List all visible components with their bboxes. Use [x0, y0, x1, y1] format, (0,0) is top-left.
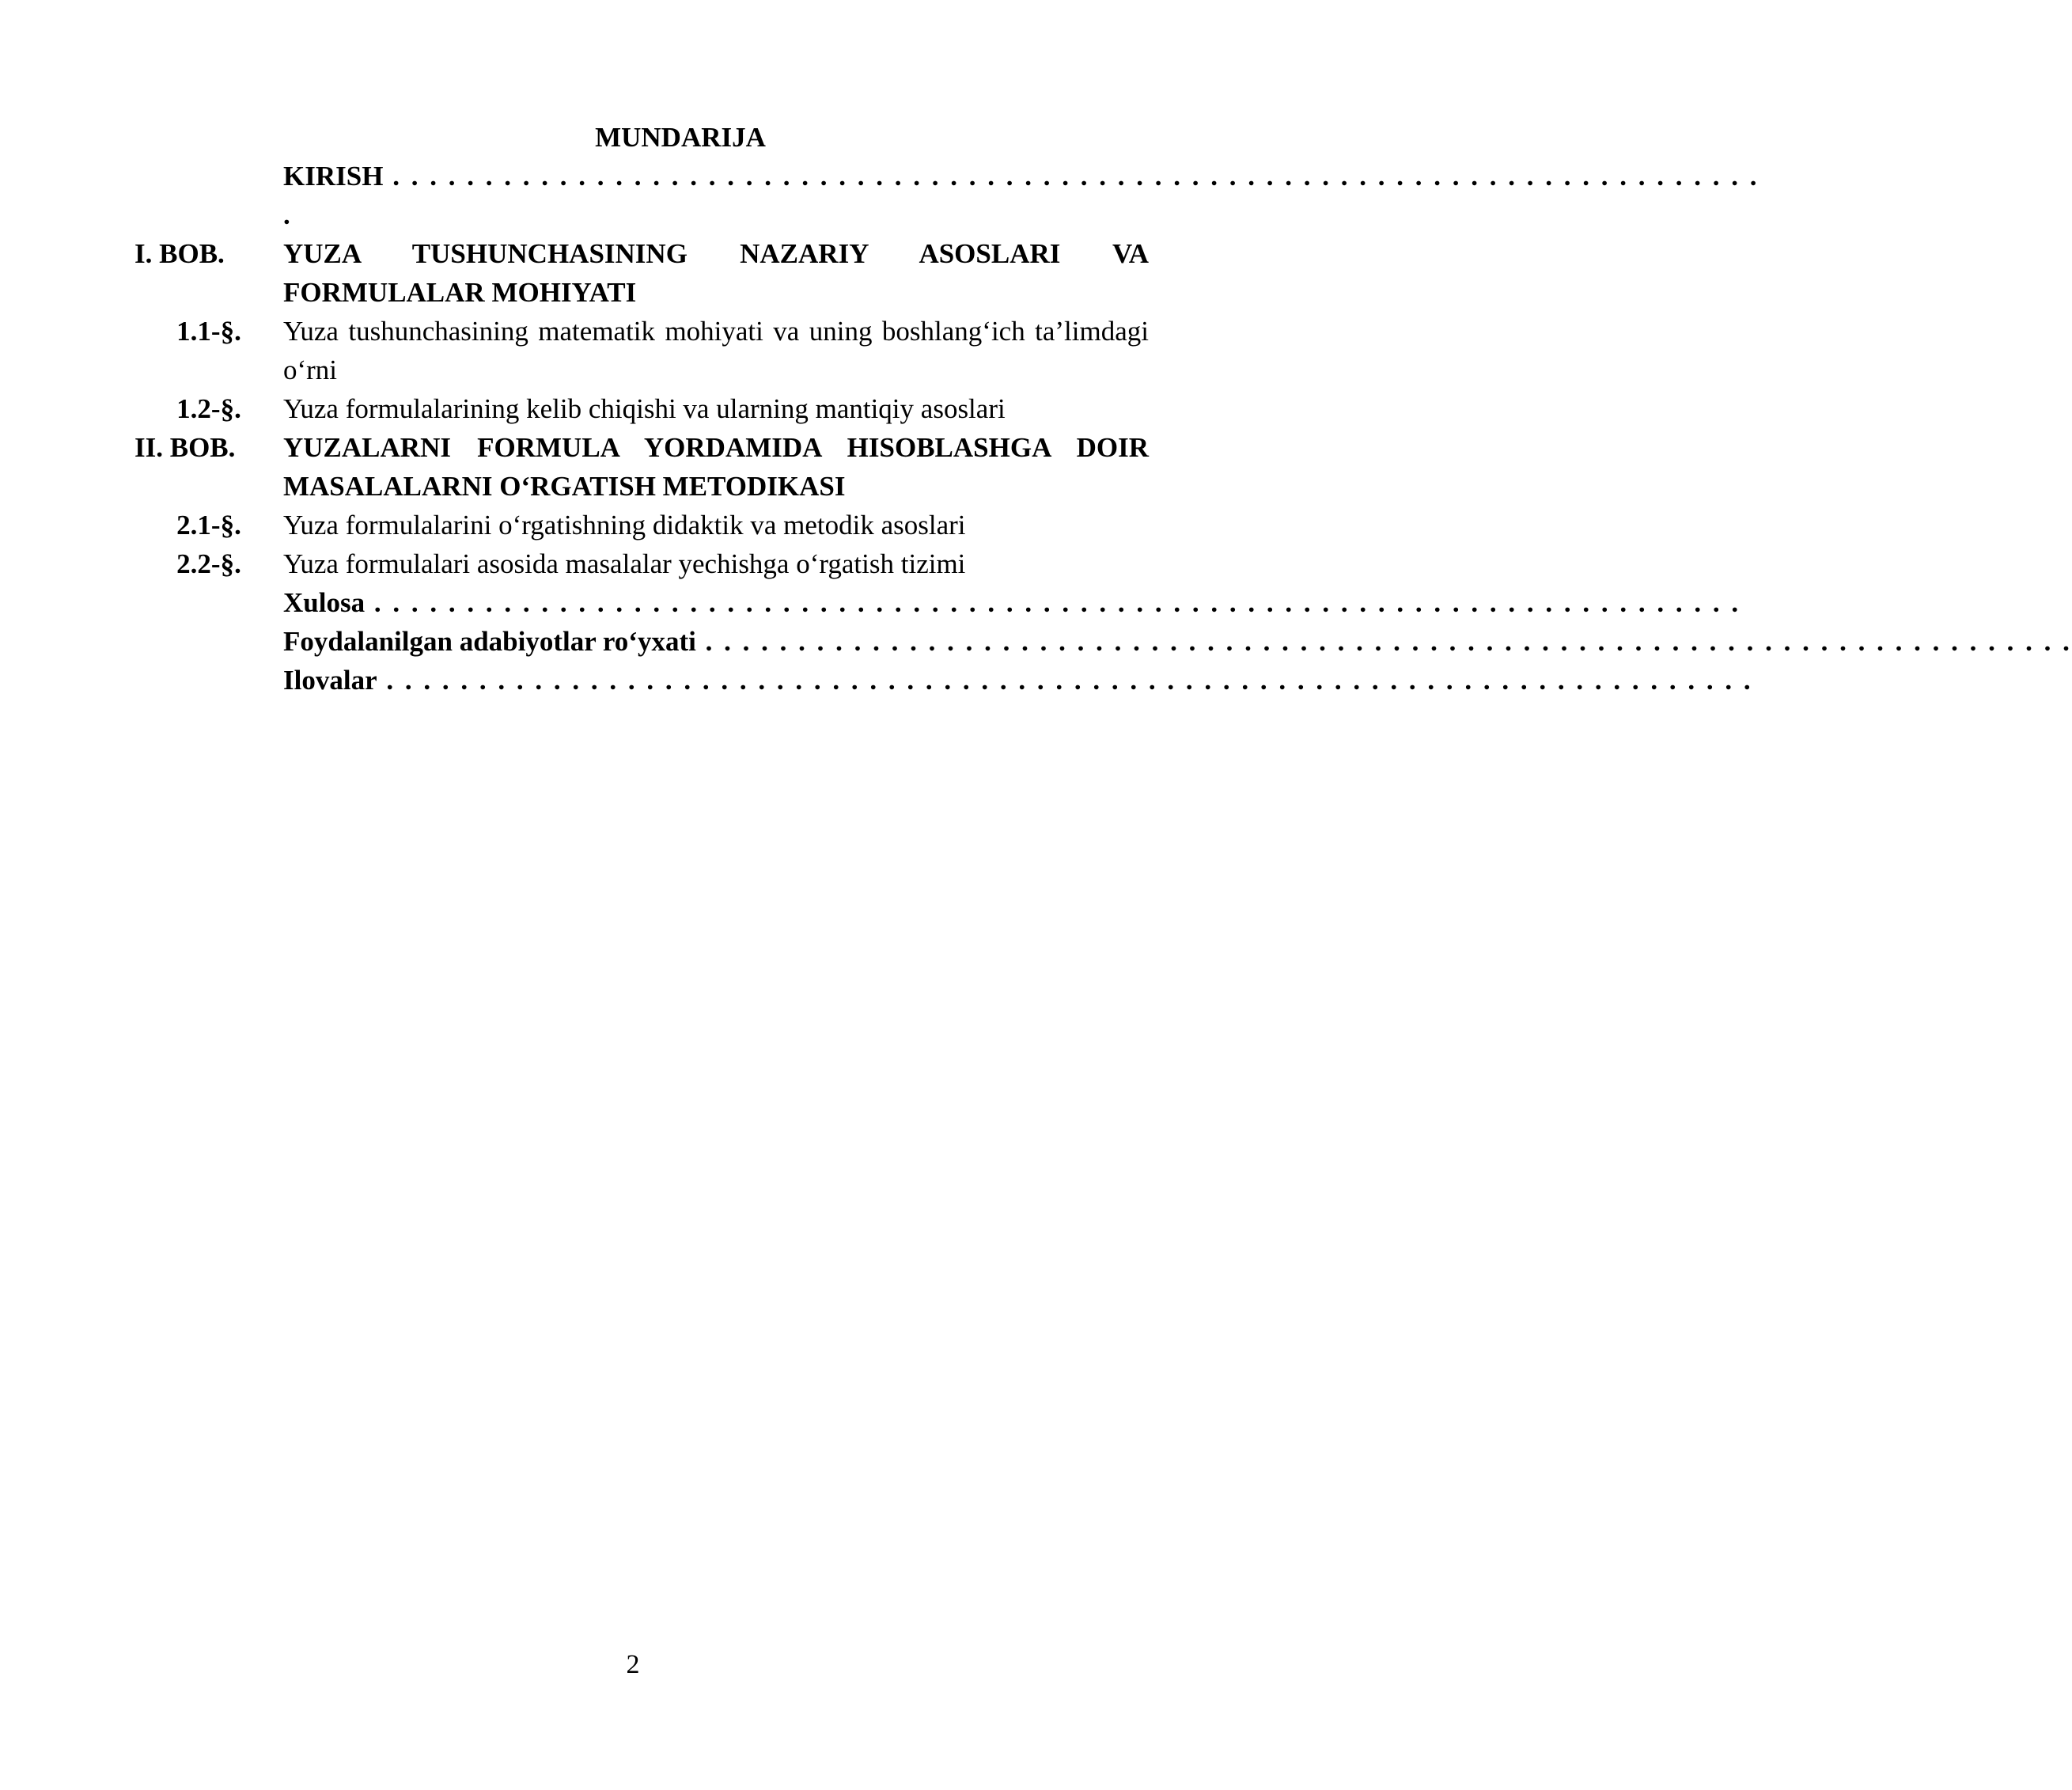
toc-entry-adabiyotlar	[134, 622, 2072, 661]
section-title: Yuza formulalarini o‘rgatishning didaktik va metodik asoslari	[283, 510, 966, 540]
page-title: MUNDARIJA	[595, 122, 766, 153]
dot-leader: . . . . . . . . . . . . . . . . . . . . . . . . . . . . . . . . . . . . . . . . . . . . . . . . . . . . . . . . . . . . . . . . . . . . . . . . . .	[695, 626, 2072, 657]
section-title: Yuza formulalari asosida masalalar yechishga o‘rgatish tizimi	[283, 548, 966, 579]
ilovalar-label: Ilovalar	[283, 665, 377, 696]
chapter-title: YUZA TUSHUNCHASINING NAZARIY ASOSLARI VA FORMULALAR MOHIYATI	[283, 238, 1149, 308]
dot-leader: . . . . . . . . . . . . . . . . . . . . . . . . . . . . . . . . . . . . . . . . . . . . . . . . . . . . . . . . . . . . . . . . . . . . . . . . . .	[383, 161, 1759, 192]
toc-entry-section	[134, 312, 1149, 389]
toc-entry-xulosa	[134, 583, 1741, 622]
toc-entry-chapter-1	[134, 234, 1149, 312]
toc-entry-ilovalar	[134, 661, 1753, 700]
section-number: 1.2-§.	[176, 393, 241, 424]
kirish-trailing-dot: .	[283, 199, 290, 230]
section-title: Yuza tushunchasining matematik mohiyati va uning boshlang‘ich ta’limdagi o‘rni	[283, 316, 1149, 385]
adabiyotlar-label: Foydalanilgan adabiyotlar ro‘yxati	[283, 626, 696, 657]
section-number: 1.1-§.	[176, 316, 241, 347]
kirish-label: KIRISH	[283, 161, 384, 192]
toc-entry-section	[134, 389, 1149, 428]
toc-entry-section	[134, 506, 1149, 544]
chapter-number: II. BOB.	[134, 432, 236, 463]
dot-leader: . . . . . . . . . . . . . . . . . . . . . . . . . . . . . . . . . . . . . . . . . . . . . . . . . . . . . . . . . . . . . . . . . . . . . . . . . .	[365, 587, 1741, 618]
chapter-title: YUZALARNI FORMULA YORDAMIDA HISOBLASHGA DOIR MASALALARNI O‘RGATISH METODIKASI	[283, 432, 1149, 502]
table-of-contents	[134, 157, 2072, 700]
section-title: Yuza formulalarining kelib chiqishi va ularning mantiqiy asoslari	[283, 393, 1006, 424]
section-number: 2.2-§.	[176, 548, 241, 579]
page-number: 2	[626, 1650, 640, 1679]
toc-entry-kirish	[134, 157, 1759, 234]
toc-entry-section	[134, 544, 1149, 583]
dot-leader: . . . . . . . . . . . . . . . . . . . . . . . . . . . . . . . . . . . . . . . . . . . . . . . . . . . . . . . . . . . . . . . . . . . . . . . . . .	[377, 665, 1753, 696]
toc-entry-chapter-2	[134, 428, 1149, 506]
chapter-number: I. BOB.	[134, 238, 225, 269]
section-number: 2.1-§.	[176, 510, 241, 540]
xulosa-label: Xulosa	[283, 587, 366, 618]
